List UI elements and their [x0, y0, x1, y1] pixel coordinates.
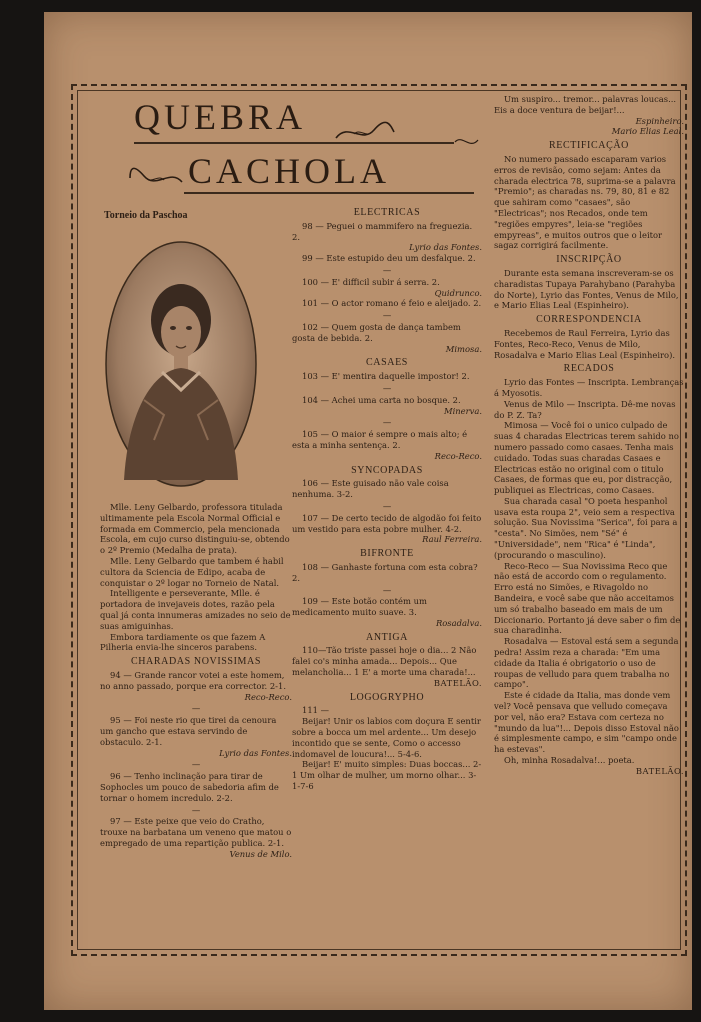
separator: —: [382, 310, 392, 321]
separator: —: [382, 382, 392, 393]
portrait-photo: [104, 240, 258, 488]
author-signature: Rosadalva.: [435, 617, 482, 628]
paragraph: 99 — Este estupido deu um desfalque. 2.: [302, 253, 476, 264]
author-signature: Minerva.: [444, 405, 482, 416]
paragraph: 98 — Peguei o mammifero na freguezia. 2.: [292, 220, 473, 242]
section-heading: RECTIFICAÇÃO: [549, 140, 629, 152]
title-flourish-left: [128, 162, 184, 192]
paragraph: 108 — Ganhaste fortuna com esta cobra? 2.: [292, 561, 478, 583]
paragraph: Rosadalva — Estoval está sem a segunda pedra! Assim reza a charada: "Em uma cidade da Italia é obrigatorio o uso de roupas de velludo para quem trabalha no campo".: [494, 636, 679, 690]
paragraph: Oh, minha Rosadalva!... poeta.: [504, 755, 635, 766]
title-rule: [134, 142, 454, 144]
paragraph: 109 — Este botão contém um medicamento muito suave. 3.: [292, 596, 427, 618]
separator: —: [191, 759, 201, 770]
editor-signature: BATELÃO.: [635, 765, 684, 776]
separator: —: [382, 417, 392, 428]
separator: —: [191, 804, 201, 815]
paragraph: Mlle. Leny Gelbardo, professora titulada ultimamente pela Escola Normal Official e formada em Commercio, pela mencionada Escola, em cujo curso distinguiu-se, obtendo o 2º Premio (Medalha de prata).: [100, 502, 290, 556]
paragraph: Mimosa — Você foi o unico culpado de suas 4 charadas Electricas terem sahido no numero passado como casaes. Tenha mais cuidado. Todas suas charadas Casaes e Electricas estão no original com o titulo Casaes, de formas que eu, por distracção, publiquei as Electricas, como Casaes.: [494, 420, 679, 496]
paragraph: Beijar! Unir os labios com doçura E sentir sobre a bocca um mel ardente... Um desejo incontido que se sente, Como o accesso indomavel de loucura!... 5-4-6.: [292, 716, 481, 759]
paragraph: Este é cidade da Italia, mas donde vem vel? Você pensava que velludo começava por vel, não era? Estava com certeza no "mundo da lua"!... Depois disso Estoval não é simplesmente campo, e sim "campo onde ha estevas".: [494, 690, 679, 755]
paragraph: Reco-Reco — Sua Novissima Reco que não está de accordo com o regulamento. Erro está no Simões, e Rivagoldo no Bandeira, e você sabe que não acceitamos um só trabalho baseado em mais de um Diccionario. Portanto já deve saber o fim de sua charadinha.: [494, 560, 681, 636]
author-signature: Reco-Reco.: [434, 450, 482, 461]
author-signature: Mario Elias Leal.: [611, 126, 684, 137]
paragraph: Mlle. Leny Gelbardo que tambem é habil cultora da Sciencia de Edipo, acaba de conquistar o 2º logar no Torneio de Natal.: [100, 555, 284, 588]
paragraph: 94 — Grande rancor votei a este homem, no anno passado, porque era corrector. 2-1.: [100, 669, 286, 691]
section-heading: CASAES: [366, 357, 408, 369]
paragraph: Um suspiro... tremor... palavras loucas... Eis a doce ventura de beijar!...: [494, 94, 677, 115]
paragraph: 95 — Foi neste rio que tirei da cenoura um gancho que estava servindo de obstaculo. 2-1.: [100, 715, 277, 747]
paragraph: 111 —: [302, 705, 330, 716]
editor-signature: BATELÃO.: [433, 677, 482, 688]
author-signature: Espinheiro.: [635, 115, 684, 126]
author-signature: Lyrio das Fontes.: [219, 747, 292, 758]
newspaper-page: [44, 12, 692, 1010]
middle-column: [292, 204, 482, 944]
separator: —: [382, 584, 392, 595]
paragraph: 104 — Achei uma carta no bosque. 2.: [302, 394, 461, 405]
paragraph: No numero passado escaparam varios erros de revisão, como sejam: Antes da charada electrica 78, suprima-se a palavra "Premio"; as charadas ns. 79, 80, 81 e 82 que sahiram como "casaes", são "Electricas"; nos Recados, onde tem "regiões empyres", leia-se "regiões empyreas", e muitos outros que o leitor sagaz corrigirá facilmente.: [494, 153, 676, 251]
paragraph: Lyrio das Fontes — Inscripta. Lembranças á Myosotis.: [494, 377, 684, 398]
title-quebra: QUEBRA: [134, 97, 307, 137]
paragraph: 103 — E' mentira daquelle impostor! 2.: [302, 371, 470, 382]
separator: —: [382, 500, 392, 511]
paragraph: 107 — De certo tecido de algodão foi feito um vestido para esta pobre mulher. 4-2.: [292, 512, 482, 534]
paragraph: Embora tardiamente os que fazem A Pilheria envia-lhe sinceros parabens.: [100, 631, 266, 653]
section-heading: CORRESPONDENCIA: [536, 314, 642, 326]
paragraph: Recebemos de Raul Ferreira, Lyrio das Fontes, Reco-Reco, Venus de Milo, Rosadalva e Mario Elias Leal (Espinheiro).: [494, 327, 676, 360]
paragraph: Durante esta semana inscreveram-se os charadistas Tupaya Parahybano (Parahyba do Norte), Lyrio das Fontes, Venus de Milo, e Mario Elias Leal (Espinheiro).: [494, 267, 679, 311]
author-signature: Venus de Milo.: [229, 848, 292, 859]
section-subtitle: Torneio da Paschoa: [104, 210, 188, 221]
title-cachola: CACHOLA: [188, 151, 391, 191]
separator: —: [382, 264, 392, 275]
author-signature: Raul Ferreira.: [422, 534, 482, 545]
paragraph: 110—Tão triste passei hoje o dia... 2 Não falei co's minha amada... Depois... Que melancholia... 1 E' a morte uma charada!...: [292, 645, 477, 678]
author-signature: Reco-Reco.: [244, 691, 292, 702]
section-heading: INSCRIPÇÃO: [556, 254, 622, 266]
author-signature: Quidrunco.: [434, 287, 482, 298]
paragraph: 102 — Quem gosta de dança tambem gosta de bebida. 2.: [292, 321, 461, 343]
section-heading: ANTIGA: [366, 631, 408, 643]
paragraph: Intelligente e perseverante, Mlle. é portadora de invejaveis dotes, razão pela qual já conta innumeras amizades no seio de suas amiguinhas.: [100, 588, 291, 631]
paragraph: Venus de Milo — Inscripta. Dê-me novas do P. Z. Ta?: [494, 398, 676, 420]
right-column: [494, 94, 684, 944]
section-heading: RECADOS: [563, 363, 615, 375]
section-heading: BIFRONTE: [360, 548, 414, 560]
author-signature: Mimosa.: [445, 343, 482, 354]
rule-flourish: [454, 136, 480, 150]
section-heading: SYNCOPADAS: [351, 464, 423, 476]
title-underline: [184, 192, 474, 194]
section-heading: CHARADAS NOVISSIMAS: [130, 656, 262, 668]
paragraph: 96 — Tenho inclinação para tirar de Sophocles um pouco de sabedoria afim de tornar o homem incredulo. 2-2.: [100, 771, 279, 803]
paragraph: 100 — E' difficil subir á serra. 2.: [302, 276, 440, 287]
paragraph: 106 — Este guisado não vale coisa nenhuma. 3-2.: [292, 478, 449, 500]
paragraph: 105 — O maior é sempre o mais alto; é esta a minha sentença. 2.: [292, 429, 468, 450]
paragraph: 101 — O actor romano é feio e aleijado. 2.: [302, 298, 482, 309]
paragraph: Sua charada casal "O poeta hespanhol usava esta roupa 2", veio sem a respectiva solução. Sua Novissima "Serica", foi para a "cesta". No Simões, nem "Sé" é "Universidade", nem "Rica" é "Linda", (procurando o masculino).: [494, 495, 678, 560]
author-signature: Lyrio das Fontes.: [409, 242, 482, 253]
left-column: [100, 502, 292, 952]
section-heading: ELECTRICAS: [353, 207, 421, 218]
paragraph: Beijar! E' muito simples: Duas boccas... 2-1 Um olhar de mulher, um morno olhar... 3-1-7-6: [292, 759, 482, 792]
paragraph: 97 — Este peixe que veio do Cratho, trouxe na barbatana um veneno que matou o empregado de uma repartição publica. 2-1.: [100, 816, 292, 848]
section-heading: LOGOGRYPHO: [349, 691, 425, 703]
separator: —: [191, 703, 201, 714]
